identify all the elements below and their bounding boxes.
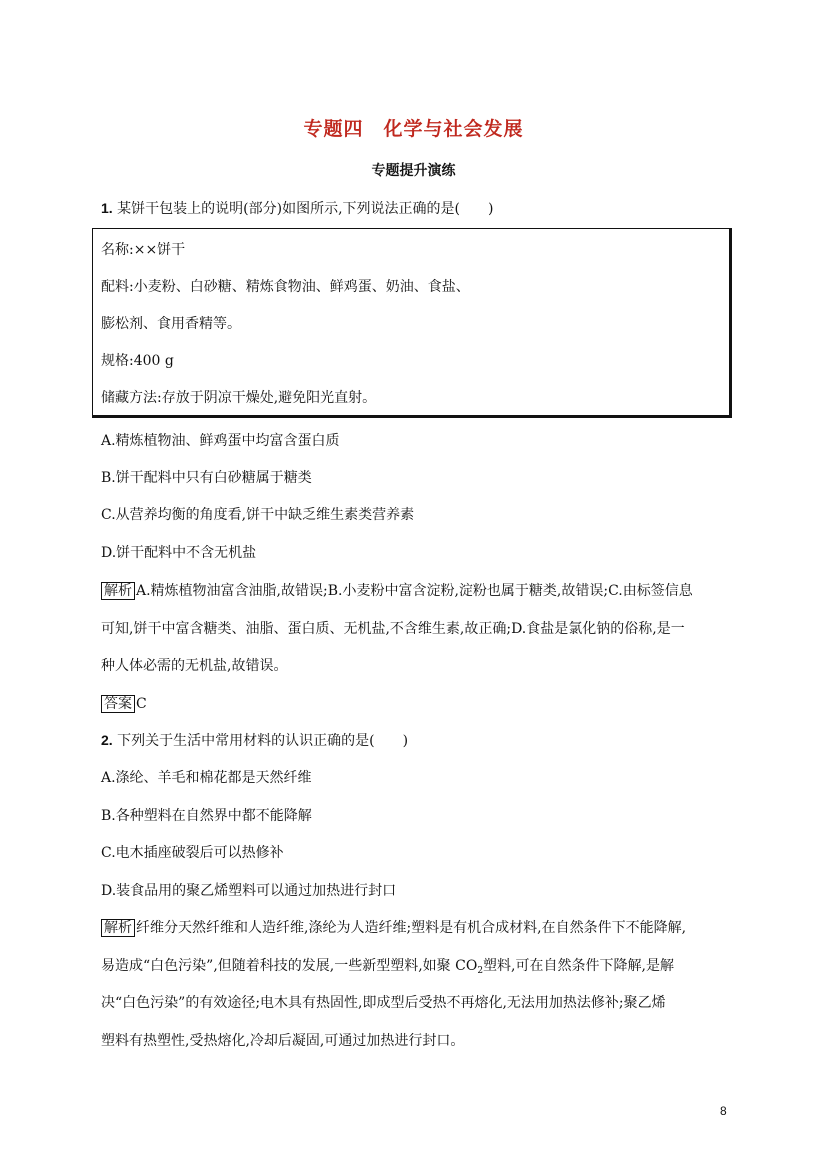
question-1-option-b: B.饼干配料中只有白砂糖属于糖类 xyxy=(101,470,312,486)
question-1-stem xyxy=(101,198,493,218)
label-ingredients-line-2: 膨松剂、食用香精等。 xyxy=(101,316,241,332)
label-storage: 储藏方法:存放于阴凉干燥处,避免阳光直射。 xyxy=(101,390,377,406)
page-title: 专题四 化学与社会发展 xyxy=(303,118,524,140)
analysis-text-part: 塑料,可在自然条件下降解,是解 xyxy=(483,958,674,974)
question-2-analysis-line-1 xyxy=(101,917,686,937)
analysis-tag: 解析 xyxy=(101,582,135,600)
page-number: 8 xyxy=(720,1104,727,1118)
answer-tag: 答案 xyxy=(101,695,135,713)
question-1-analysis-line-3: 种人体必需的无机盐,故错误。 xyxy=(101,658,288,674)
question-1-option-a: A.精炼植物油、鲜鸡蛋中均富含蛋白质 xyxy=(101,433,340,449)
analysis-tag: 解析 xyxy=(101,919,135,937)
question-2-option-a: A.涤纶、羊毛和棉花都是天然纤维 xyxy=(101,770,312,786)
question-2-analysis-line-3: 决“白色污染”的有效途径;电木具有热固性,即成型后受热不再熔化,无法用加热法修补;聚乙烯 xyxy=(101,995,666,1011)
question-1-analysis-line-1 xyxy=(101,580,693,600)
question-1-number: 1. xyxy=(101,200,113,216)
label-name: 名称:××饼干 xyxy=(101,242,186,258)
question-2-option-d: D.装食品用的聚乙烯塑料可以通过加热进行封口 xyxy=(101,883,397,899)
product-label-box xyxy=(92,228,732,418)
question-1-answer xyxy=(101,693,147,713)
question-2-analysis-line-4: 塑料有热塑性,受热熔化,冷却后凝固,可通过加热进行封口。 xyxy=(101,1033,465,1049)
subscript: 2 xyxy=(477,966,484,976)
question-1-text: 某饼干包装上的说明(部分)如图所示,下列说法正确的是( ) xyxy=(117,201,494,217)
question-1-option-c: C.从营养均衡的角度看,饼干中缺乏维生素类营养素 xyxy=(101,507,415,523)
analysis-text: A.精炼植物油富含油脂,故错误;B.小麦粉中富含淀粉,淀粉也属于糖类,故错误;C.由标签信息 xyxy=(136,583,693,599)
question-2-number: 2. xyxy=(101,732,113,748)
question-2-analysis-line-2 xyxy=(101,955,674,976)
page-subtitle: 专题提升演练 xyxy=(371,163,456,179)
question-2-option-c: C.电木插座破裂后可以热修补 xyxy=(101,845,284,861)
label-ingredients-line-1: 配料:小麦粉、白砂糖、精炼食物油、鲜鸡蛋、奶油、食盐、 xyxy=(101,279,470,295)
question-2-text: 下列关于生活中常用材料的认识正确的是( ) xyxy=(117,733,409,749)
answer-value: C xyxy=(136,696,147,712)
analysis-text-part: 易造成“白色污染”,但随着科技的发展,一些新型塑料,如聚 CO xyxy=(101,958,478,974)
question-1-analysis-line-2: 可知,饼干中富含糖类、油脂、蛋白质、无机盐,不含维生素,故正确;D.食盐是氯化钠的俗称,是一 xyxy=(101,621,685,637)
question-1-option-d: D.饼干配料中不含无机盐 xyxy=(101,545,257,561)
question-2-stem xyxy=(101,730,408,750)
question-2-option-b: B.各种塑料在自然界中都不能降解 xyxy=(101,808,312,824)
analysis-text: 纤维分天然纤维和人造纤维,涤纶为人造纤维;塑料是有机合成材料,在自然条件下不能降解, xyxy=(136,920,687,936)
label-spec: 规格:400 g xyxy=(101,353,174,369)
